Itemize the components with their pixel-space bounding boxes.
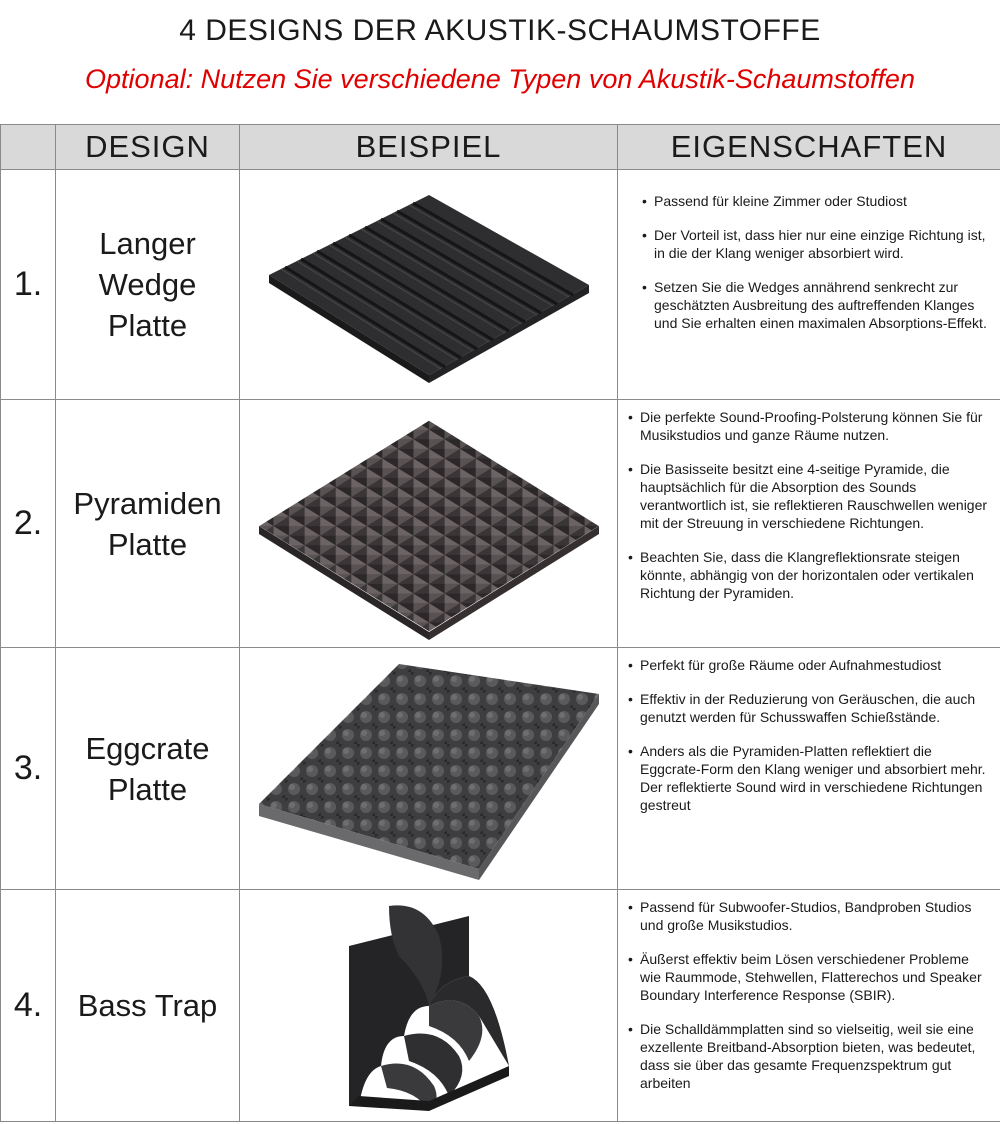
- design-name-line: Platte: [107, 526, 188, 562]
- list-item: • Die Schalldämmplatten sind so vielseitig, weil sie eine exzellente Breitband-Absorption bieten, was bedeutet, dass sie über das gesamte Frequenzspektrum gut arbeiten: [626, 1020, 990, 1092]
- properties-cell: [618, 648, 1000, 890]
- list-item: • Anders als die Pyramiden-Platten reflektiert die Eggcrate-Form den Klang weniger und absorbiert mehr. Der reflektierte Sound wird in verschiedene Richtungen gestreut: [626, 742, 990, 814]
- header-number: [1, 125, 56, 170]
- properties-list: [626, 656, 990, 814]
- list-item: • Die perfekte Sound-Proofing-Polsterung können Sie für Musikstudios und ganze Räume nutzen.: [626, 408, 990, 444]
- properties-cell: [618, 400, 1000, 648]
- header-design: DESIGN: [56, 125, 240, 170]
- design-name: [56, 170, 240, 400]
- example-image-cell: [240, 400, 618, 648]
- page-subtitle: Optional: Nutzen Sie verschiedene Typen von Akustik-Schaumstoffen: [85, 64, 915, 94]
- design-name-line: Eggcrate: [85, 730, 210, 766]
- table-row: [1, 890, 1000, 1122]
- foam-designs-table: [0, 124, 1000, 1122]
- design-name: [56, 890, 240, 1122]
- properties-list: [626, 898, 990, 1092]
- design-name: [56, 648, 240, 890]
- example-image-cell: [240, 890, 618, 1122]
- list-item: • Beachten Sie, dass die Klangreflektionsrate steigen könnte, abhängig von der horizontalen oder vertikalen Richtung der Pyramiden.: [626, 548, 990, 602]
- example-image-cell: [240, 170, 618, 400]
- design-name-line: Bass Trap: [77, 988, 218, 1023]
- list-item: • Passend für kleine Zimmer oder Studiost: [640, 192, 990, 210]
- design-name-line: Langer: [99, 226, 196, 261]
- list-item: • Passend für Subwoofer-Studios, Bandproben Studios und große Musikstudios.: [626, 898, 990, 934]
- properties-cell: [618, 890, 1000, 1122]
- row-number: 1.: [1, 170, 56, 400]
- properties-list: [626, 408, 990, 602]
- wedge-foam-panel-image: [259, 185, 599, 385]
- row-number: 2.: [1, 400, 56, 648]
- bass-trap-foam-image: [329, 896, 529, 1116]
- page-title: 4 DESIGNS DER AKUSTIK-SCHAUMSTOFFE: [179, 14, 821, 47]
- list-item: • Effektiv in der Reduzierung von Geräuschen, die auch genutzt werden für Schusswaffen Schießstände.: [626, 690, 990, 726]
- list-item: • Die Basisseite besitzt eine 4-seitige Pyramide, die hauptsächlich für die Absorption des Sounds verantwortlich ist, sie reflektieren Rauschwellen weniger mit der Streuung in verschiedene Richtungen.: [626, 460, 990, 532]
- pyramid-foam-panel-image: [254, 404, 604, 644]
- table-row: [1, 400, 1000, 648]
- header-properties: EIGENSCHAFTEN: [618, 125, 1000, 170]
- row-number: 3.: [1, 648, 56, 890]
- eggcrate-foam-panel-image: [249, 654, 609, 884]
- list-item: • Perfekt für große Räume oder Aufnahmestudiost: [626, 656, 990, 674]
- table-header-row: [1, 125, 1000, 170]
- design-name-line: Platte: [107, 771, 188, 807]
- design-name: [56, 400, 240, 648]
- design-name-line: Pyramiden: [73, 485, 222, 521]
- list-item: • Setzen Sie die Wedges annährend senkrecht zur geschätzten Ausbreitung des auftreffenden Klanges und Sie erhalten einen maximalen Absorptions-Effekt.: [640, 278, 990, 332]
- properties-list: [626, 192, 990, 332]
- list-item: • Der Vorteil ist, dass hier nur eine einzige Richtung ist, in die der Klang weniger absorbiert wird.: [640, 226, 990, 262]
- row-number: 4.: [1, 890, 56, 1122]
- table-row: [1, 170, 1000, 400]
- table-row: [1, 648, 1000, 890]
- design-name-line: Platte: [107, 308, 188, 343]
- example-image-cell: [240, 648, 618, 890]
- design-name-line: Wedge: [98, 267, 197, 302]
- list-item: • Äußerst effektiv beim Lösen verschiedener Probleme wie Raummode, Stehwellen, Flatterechos und Speaker Boundary Interference Response (SBIR).: [626, 950, 990, 1004]
- properties-cell: [618, 170, 1000, 400]
- header-example: BEISPIEL: [240, 125, 618, 170]
